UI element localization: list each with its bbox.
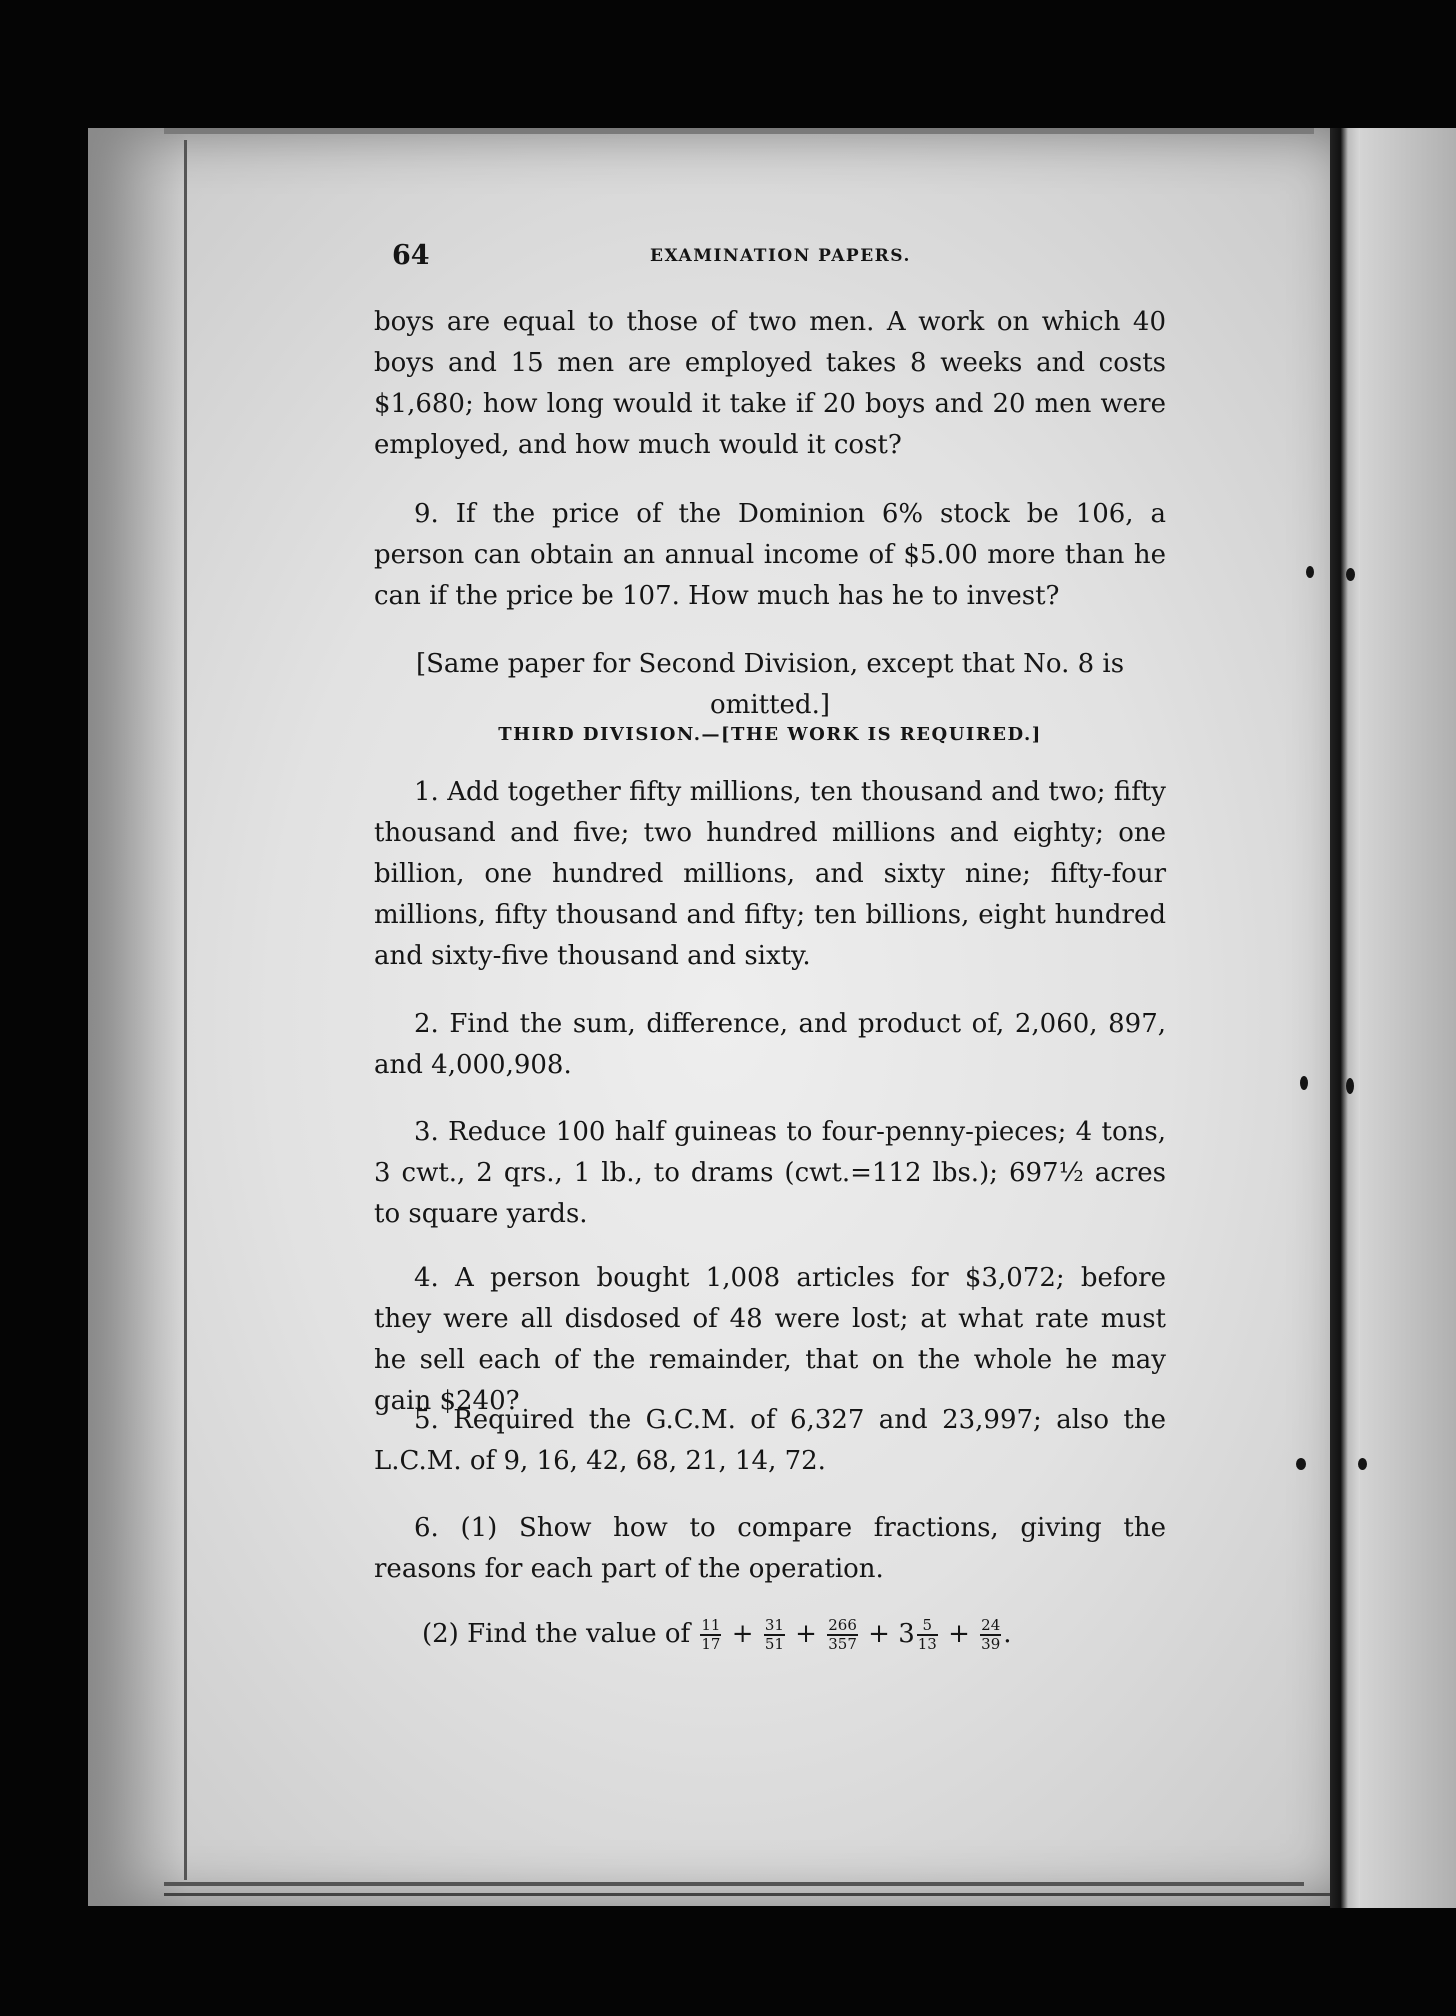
ink-speck bbox=[1300, 1076, 1308, 1090]
fraction-3: $\frac{266}{357}$ bbox=[828, 1616, 857, 1653]
left-border bbox=[184, 140, 187, 1880]
ink-speck bbox=[1306, 566, 1314, 578]
question-5: 5. Required the G.C.M. of 6,327 and 23,997; also the L.C.M. of 9, 16, 42, 68, 21, 14, 72. bbox=[374, 1405, 1166, 1476]
page-shadow bbox=[88, 128, 188, 1906]
same-paper-note: [Same paper for Second Division, except that No. 8 is omitted.] bbox=[415, 649, 1125, 720]
question-1: 1. Add together fifty millions, ten thousand and two; fifty thousand and five; two hundred millions and eighty; one billion, one hundred millions, and sixty nine; fifty-four millions, fifty thousand and fifty; ten billions, eight hundred and sixty-five thousand and sixty. bbox=[374, 777, 1166, 971]
ink-speck bbox=[1346, 568, 1355, 581]
ink-speck bbox=[1296, 1458, 1306, 1470]
ink-speck bbox=[1346, 1078, 1354, 1094]
running-head: EXAMINATION PAPERS. bbox=[650, 246, 911, 266]
fraction-1: $\frac{11}{17}$ bbox=[701, 1616, 721, 1653]
question-6-part-2 bbox=[422, 1614, 1012, 1655]
question-2: 2. Find the sum, difference, and product of, 2,060, 897, and 4,000,908. bbox=[374, 1009, 1166, 1080]
plus-sign: + bbox=[868, 1619, 890, 1649]
facing-page-gutter bbox=[1330, 128, 1360, 1908]
plus-sign: + bbox=[948, 1619, 970, 1649]
page-header bbox=[392, 240, 1166, 280]
facing-page bbox=[1360, 128, 1456, 1908]
fraction-5: $\frac{24}{39}$ bbox=[981, 1616, 1001, 1653]
plus-sign: + bbox=[731, 1619, 754, 1649]
mixed-number-whole: 3 bbox=[898, 1619, 915, 1649]
plus-sign: + bbox=[795, 1619, 817, 1649]
continuation-paragraph: boys are equal to those of two men. A work on which 40 boys and 15 men are employed takes 8 weeks and costs $1,680; how long would it take if 20 boys and 20 men were employed, and how much would it cost? bbox=[374, 307, 1166, 460]
fraction-2: $\frac{31}{51}$ bbox=[764, 1616, 784, 1653]
third-division-heading: THIRD DIVISION.—[THE WORK IS REQUIRED.] bbox=[498, 724, 1042, 745]
formula-prefix: (2) Find the value of bbox=[422, 1619, 691, 1649]
bottom-border-outer bbox=[164, 1893, 1354, 1896]
formula-end: . bbox=[1003, 1619, 1012, 1649]
question-3: 3. Reduce 100 half guineas to four-penny-pieces; 4 tons, 3 cwt., 2 qrs., 1 lb., to drams (cwt.=112 lbs.); 697½ acres to square yards. bbox=[374, 1117, 1166, 1229]
page-number: 64 bbox=[392, 240, 430, 271]
question-4: 4. A person bought 1,008 articles for $3,072; before they were all disdosed of 48 were lost; at what rate must he sell each of the remainder, that on the whole he may gain $240? bbox=[374, 1263, 1166, 1416]
question-9: 9. If the price of the Dominion 6% stock be 106, a person can obtain an annual income of $5.00 more than he can if the price be 107. How much has he to invest? bbox=[374, 499, 1166, 611]
top-border bbox=[164, 128, 1314, 134]
question-6-part-1: 6. (1) Show how to compare fractions, giving the reasons for each part of the operation. bbox=[374, 1513, 1166, 1584]
fraction-4: $\frac{5}{13}$ bbox=[917, 1616, 937, 1653]
ink-speck bbox=[1358, 1458, 1367, 1470]
bottom-border bbox=[164, 1882, 1304, 1886]
